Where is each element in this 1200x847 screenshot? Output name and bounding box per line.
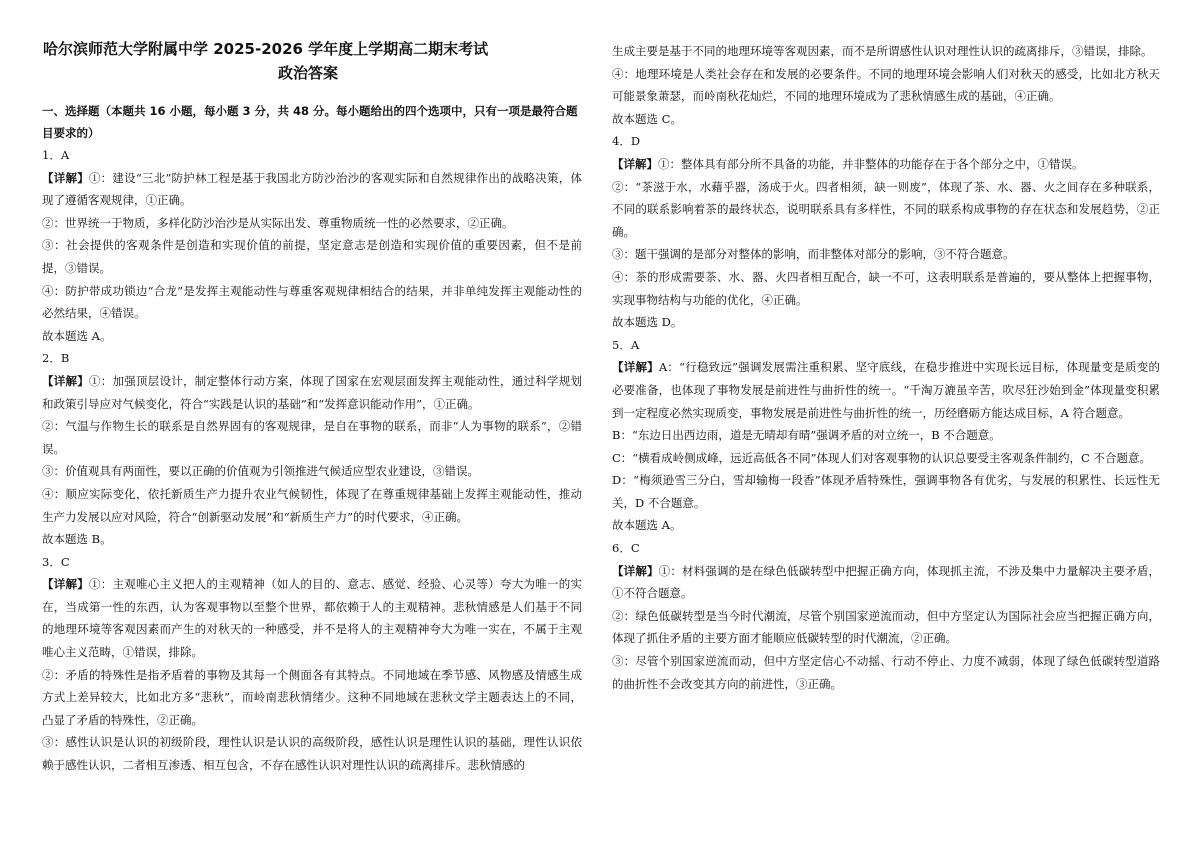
q1-explanation-3: ③：社会提供的客观条件是创造和实现价值的前提，坚定意志是创造和实现价值的重要因素，但不是前提，③错误。	[42, 238, 582, 275]
q6-answer: 6．C	[612, 541, 640, 556]
q1-explanation-4: ④：防护带成功锁边“合龙”是发挥主观能动性与尊重客观规律相结合的结果，并非单纯发挥主观能动性的必然结果，④错误。	[42, 283, 582, 321]
section-heading: 一、选择题（本题共 16 小题，每小题 3 分，共 48 分。每小题给出的四个选项中，只有一项是最符合题目要求的）	[42, 104, 578, 140]
q1-explanation-2: ②：世界统一于物质，多样化防沙治沙是从实际出发、尊重物质统一性的必然要求，②正确。	[42, 215, 514, 230]
q4-explanation-1: 【详解】①：整体具有部分所不具备的功能，并非整体的功能存在于各个部分之中，①错误。	[612, 156, 1084, 171]
q4-explanation-4: ④：茶的形成需要茶、水、器、火四者相互配合，缺一不可，这表明联系是普遍的，要从整体上把握事物，实现事物结构与功能的优化，④正确。	[612, 269, 1160, 307]
q1-explanation-1: 【详解】①：建设“三北”防护林工程是基于我国北方防沙治沙的客观实际和自然规律作出的战略决策，体现了遵循客观规律，①正确。	[42, 170, 582, 208]
detail-tag: 【详解】	[612, 563, 659, 578]
left-column	[42, 38, 582, 777]
q4-explanation-2: ②：“茶滋于水，水藉乎器，汤成于火。四者相须，缺一则废”，体现了茶、水、器、火之间存在多种联系，不同的联系影响着茶的最终状态，说明联系具有多样性，不同的联系构成事物的存在状态和发展趋势，②正确。	[612, 179, 1160, 239]
detail-tag: 【详解】	[612, 360, 659, 375]
detail-tag: 【详解】	[42, 170, 89, 185]
document-title: 哈尔滨师范大学附属中学 2025-2026 学年度上学期高二期末考试	[43, 40, 489, 58]
q5-conclusion: 故本题选 A。	[612, 518, 682, 533]
q4-conclusion: 故本题选 D。	[612, 315, 683, 330]
q2-explanation-4: ④：顺应实际变化，依托新质生产力提升农业气候韧性，体现了在尊重规律基础上发挥主观能动性，推动生产力发展以应对风险，符合“创新驱动发展”和“新质生产力”的时代要求，④正确。	[42, 486, 582, 524]
q3-explanation-2: ②：矛盾的特殊性是指矛盾着的事物及其每一个侧面各有其特点。不同地域在季节感、风物感及情感生成方式上差异较大，比如北方多“悲秋”，而岭南悲秋情绪少。这种不同地域在悲秋文学主题表达上的不同，凸显了矛盾的特殊性，②正确。	[42, 667, 582, 727]
q4-answer: 4．D	[612, 134, 641, 149]
right-column	[612, 40, 1160, 695]
q2-explanation-3: ③：价值观具有两面性，要以正确的价值观为引领推进气候适应型农业建设，③错误。	[42, 464, 479, 479]
q2-explanation-1: 【详解】①：加强顶层设计，制定整体行动方案，体现了国家在宏观层面发挥主观能动性，通过科学规划和政策引导应对气候变化，符合“实践是认识的基础”和“发挥意识能动作用”，①正确。	[42, 373, 583, 411]
q3-explanation-4: ④：地理环境是人类社会存在和发展的必要条件。不同的地理环境会影响人们对秋天的感受，比如北方秋天可能景象萧瑟，而岭南秋花灿烂，不同的地理环境成为了悲秋情感生成的基础，④正确。	[612, 66, 1160, 104]
detail-tag: 【详解】	[42, 577, 89, 592]
q3-answer: 3．C	[42, 554, 70, 569]
q1-conclusion: 故本题选 A。	[42, 328, 112, 343]
q5-explanation-2: B：“东边日出西边雨，道是无晴却有晴”强调矛盾的对立统一，B 不合题意。	[612, 428, 1001, 443]
detail-tag: 【详解】	[42, 373, 89, 388]
q4-explanation-3: ③：题干强调的是部分对整体的影响，而非整体对部分的影响，③不符合题意。	[612, 247, 1015, 262]
q6-explanation-2: ②：绿色低碳转型是当今时代潮流，尽管个别国家逆流而动，但中方坚定认为国际社会应当把握正确方向，体现了抓住矛盾的主要方面才能顺应低碳转型的时代潮流，②正确。	[612, 608, 1160, 646]
q3-explanation-3-continued: 生成主要是基于不同的地理环境等客观因素，而不是所谓感性认识对理性认识的疏离排斥，③错误，排除。	[612, 44, 1153, 58]
q3-explanation-1: 【详解】①：主观唯心主义把人的主观精神（如人的目的、意志、感觉、经验、心灵等）夸大为唯一的实在，当成第一性的东西，认为客观事物以至整个世界，都依赖于人的主观精神。悲秋情感是人们基于不同的地理环境等客观因素而产生的对秋天的一种感受，并不是将人的主观精神夸大为唯一实在，不属于主观唯心主义范畴，①错误，排除。	[42, 577, 583, 660]
q2-explanation-2: ②：气温与作物生长的联系是自然界固有的客观规律，是自在事物的联系，而非“人为事物的联系”，②错误。	[42, 419, 582, 456]
q5-explanation-4: D：“梅须逊雪三分白，雪却输梅一段香”体现矛盾特殊性，强调事物各有优劣，与发展的积累性、长远性无关，D 不合题意。	[612, 473, 1160, 510]
detail-tag: 【详解】	[612, 156, 658, 171]
q2-answer: 2．B	[42, 351, 70, 366]
q5-explanation-1: 【详解】A：“行稳致远”强调发展需注重积累、坚守底线，在稳步推进中实现长远目标，体现量变是质变的必要准备，也体现了事物发展是前进性与曲折性的统一。“千淘万漉虽辛苦，吹尽狂沙始到金”体现量变积累到一定程度必然实现质变，事物发展是前进性与曲折性的统一，历经磨砺方能达成目标，A 符合题意。	[612, 360, 1160, 420]
document-subtitle: 政治答案	[277, 64, 338, 82]
q2-conclusion: 故本题选 B。	[42, 532, 112, 547]
q1-answer: 1．A	[42, 148, 70, 162]
q5-explanation-3: C：“横看成岭侧成峰，远近高低各不同”体现人们对客观事物的认识总要受主客观条件制约，C 不合题意。	[612, 450, 1152, 465]
q3-explanation-3: ③：感性认识是认识的初级阶段，理性认识是认识的高级阶段，感性认识是理性认识的基础，理性认识依赖于感性认识，二者相互渗透、相互包含，不存在感性认识对理性认识的疏离排斥。悲秋情感的	[42, 735, 582, 773]
q5-answer: 5．A	[612, 337, 640, 352]
q3-conclusion: 故本题选 C。	[612, 111, 682, 126]
q6-explanation-3: ③：尽管个别国家逆流而动，但中方坚定信心不动摇、行动不停止、力度不减弱，体现了绿色低碳转型道路的曲折性不会改变其方向的前进性，③正确。	[612, 654, 1160, 691]
q6-explanation-1: 【详解】①：材料强调的是在绿色低碳转型中把握正确方向，体现抓主流，不涉及集中力量解决主要矛盾，①不符合题意。	[612, 563, 1160, 601]
